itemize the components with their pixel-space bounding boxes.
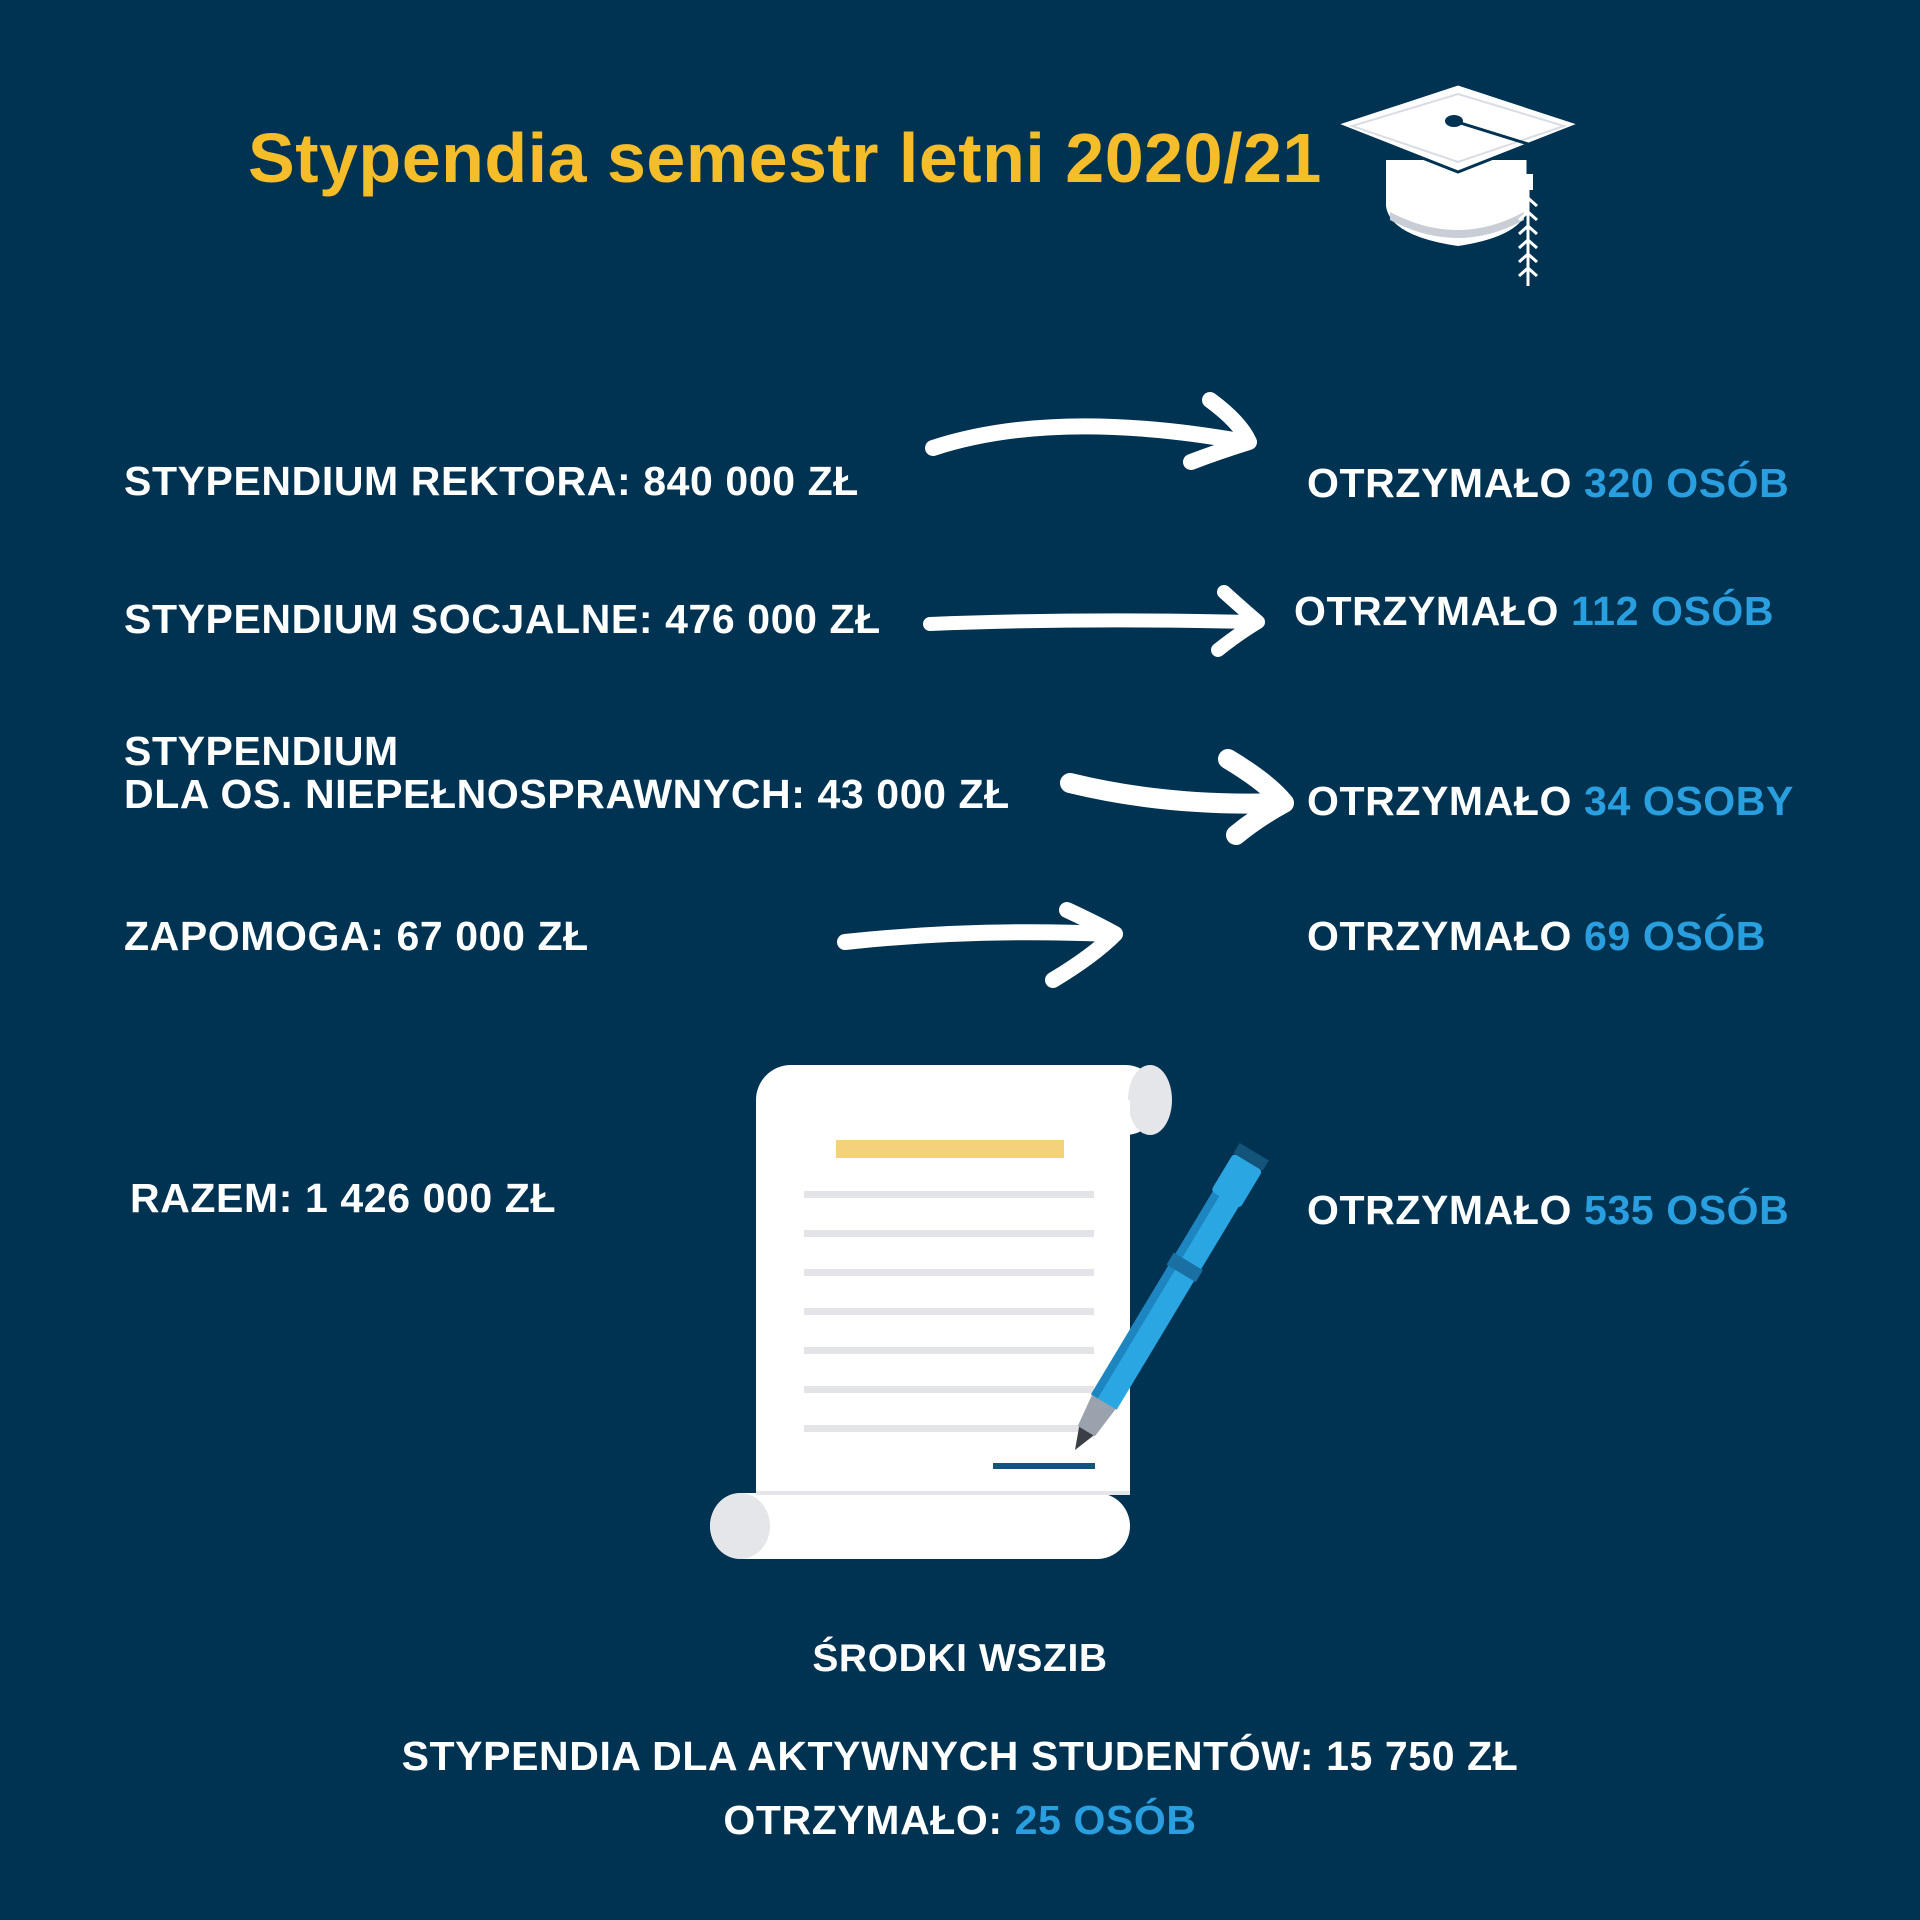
arrow-icon [1058, 745, 1298, 845]
row-label-zapomoga: ZAPOMOGA: 67 000 ZŁ [124, 913, 589, 959]
arrow-icon [925, 390, 1265, 480]
received-count: 34 OSOBY [1584, 778, 1794, 824]
row-label-rektora: STYPENDIUM REKTORA: 840 000 ZŁ [124, 458, 859, 504]
received-label: OTRZYMAŁO: [723, 1797, 1003, 1843]
row-received-zapomoga [1307, 913, 1766, 960]
arrow-icon [835, 900, 1135, 992]
footer-line: STYPENDIA DLA AKTYWNYCH STUDENTÓW: 15 750 ZŁ [401, 1733, 1519, 1779]
received-count: 320 OSÓB [1584, 460, 1790, 506]
received-label: OTRZYMAŁO [1307, 1187, 1573, 1233]
row-received-rektora [1307, 460, 1789, 507]
row-label-socjalne: STYPENDIUM SOCJALNE: 476 000 ZŁ [124, 596, 881, 642]
row-label-niepelnosprawnych [124, 730, 1010, 816]
received-label: OTRZYMAŁO [1307, 913, 1573, 959]
document-scroll-icon [700, 1055, 1320, 1575]
total-label: RAZEM: 1 426 000 ZŁ [130, 1175, 557, 1221]
page-title: Stypendia semestr letni 2020/21 [248, 119, 1322, 197]
received-count: 69 OSÓB [1584, 913, 1766, 959]
footer-received [0, 1797, 1920, 1844]
row-received-niepelnosprawnych [1307, 778, 1794, 825]
received-count: 535 OSÓB [1584, 1187, 1790, 1233]
received-label: OTRZYMAŁO [1307, 460, 1573, 506]
received-label: OTRZYMAŁO [1307, 778, 1573, 824]
received-count: 25 OSÓB [1014, 1797, 1197, 1843]
arrow-icon [920, 580, 1270, 660]
footer-heading: ŚRODKI WSZIB [812, 1637, 1108, 1680]
row-label-line: DLA OS. NIEPEŁNOSPRAWNYCH: 43 000 ZŁ [124, 771, 1010, 818]
total-received [1307, 1187, 1789, 1234]
row-received-socjalne [1294, 588, 1774, 635]
row-label-line: STYPENDIUM [124, 728, 399, 774]
received-count: 112 OSÓB [1571, 588, 1775, 634]
graduation-cap-icon [1328, 78, 1588, 298]
received-label: OTRZYMAŁO [1294, 588, 1560, 634]
